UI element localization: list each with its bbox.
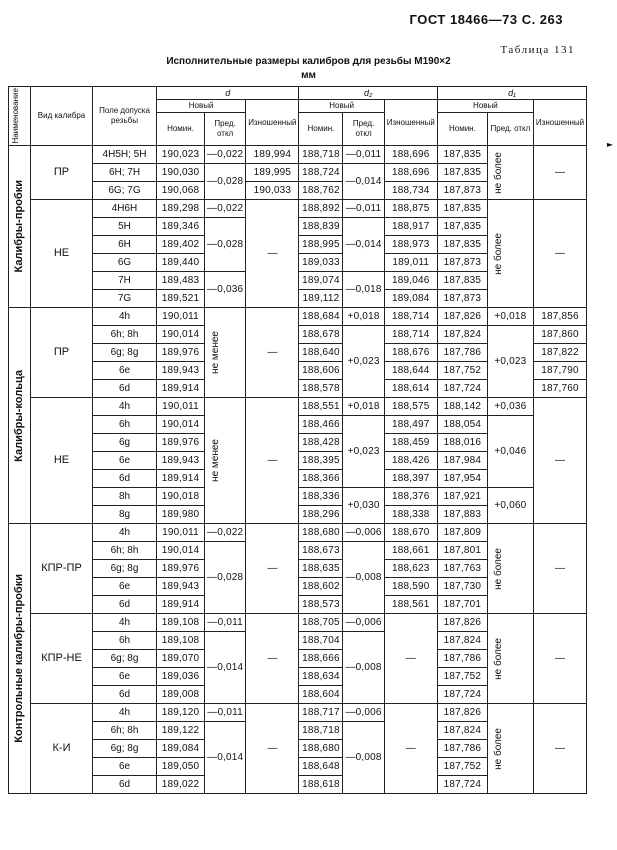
cell: 190,030 xyxy=(157,164,205,182)
cell: 188,606 xyxy=(299,362,343,380)
cell: —0,011 xyxy=(205,704,246,722)
group-label: Калибры-пробки xyxy=(9,146,31,308)
table-row xyxy=(9,704,587,722)
cell: 4h xyxy=(93,704,157,722)
cell: 190,011 xyxy=(157,308,205,326)
cell: 188,717 xyxy=(299,704,343,722)
cell: —0,014 xyxy=(205,722,246,794)
col-d1: d₁ xyxy=(437,87,586,100)
table-number: Таблица 131 xyxy=(500,44,575,56)
cell: 189,011 xyxy=(384,254,437,272)
cell: 6g; 8g xyxy=(93,560,157,578)
cell: — xyxy=(246,704,299,794)
col-vid: Вид калибра xyxy=(31,87,93,146)
cell: 188,714 xyxy=(384,326,437,344)
cell: 188,573 xyxy=(299,596,343,614)
cell: 4H6H xyxy=(93,200,157,218)
cell: 187,822 xyxy=(533,344,586,362)
cell: 190,011 xyxy=(157,524,205,542)
cell: 188,635 xyxy=(299,560,343,578)
cell: 6h; 8h xyxy=(93,542,157,560)
cell: 187,809 xyxy=(437,524,487,542)
cell: 6g; 8g xyxy=(93,740,157,758)
cell: 8h xyxy=(93,488,157,506)
cell: 189,346 xyxy=(157,218,205,236)
cell: 188,696 xyxy=(384,164,437,182)
cell: —0,008 xyxy=(343,722,384,794)
cell: 189,084 xyxy=(384,290,437,308)
group-label: Контрольные калибры-пробки xyxy=(9,524,31,794)
kind-label: ПР xyxy=(31,308,93,398)
cell: 187,752 xyxy=(437,758,487,776)
cell: 189,943 xyxy=(157,362,205,380)
cell: 189,914 xyxy=(157,470,205,488)
cell: +0,036 xyxy=(487,398,533,416)
cell: 6G xyxy=(93,254,157,272)
cell: 189,976 xyxy=(157,560,205,578)
cell: 188,676 xyxy=(384,344,437,362)
cell: 4H5H; 5H xyxy=(93,146,157,164)
cell: 187,730 xyxy=(437,578,487,596)
cell: — xyxy=(246,614,299,704)
col-d-pred: Пред. откл xyxy=(205,113,246,146)
cell: 189,995 xyxy=(246,164,299,182)
cell: 188,497 xyxy=(384,416,437,434)
cell: 6d xyxy=(93,596,157,614)
cell: 188,376 xyxy=(384,488,437,506)
cell: — xyxy=(533,146,586,200)
cell: 189,033 xyxy=(299,254,343,272)
table-row xyxy=(9,398,587,416)
cell: 190,018 xyxy=(157,488,205,506)
cell: 188,336 xyxy=(299,488,343,506)
cell: 188,614 xyxy=(384,380,437,398)
group-label: Калибры-кольца xyxy=(9,308,31,524)
cell: 188,466 xyxy=(299,416,343,434)
cell: — xyxy=(384,614,437,704)
cell: 189,440 xyxy=(157,254,205,272)
cell: 188,670 xyxy=(384,524,437,542)
cell: —0,022 xyxy=(205,524,246,542)
cell: 188,590 xyxy=(384,578,437,596)
cell: 187,724 xyxy=(437,776,487,794)
ne-bolee-label: не более xyxy=(487,524,533,614)
cell: 188,426 xyxy=(384,452,437,470)
cell: 188,428 xyxy=(299,434,343,452)
cell: 187,701 xyxy=(437,596,487,614)
cell: 189,976 xyxy=(157,344,205,362)
cell: +0,023 xyxy=(343,326,384,398)
cell: +0,018 xyxy=(343,308,384,326)
cell: —0,014 xyxy=(343,164,384,200)
cell: 187,856 xyxy=(533,308,586,326)
cell: 189,298 xyxy=(157,200,205,218)
cell: 4h xyxy=(93,308,157,326)
cell: 187,835 xyxy=(437,164,487,182)
col-d2-new: Новый xyxy=(299,100,384,113)
cell: 187,760 xyxy=(533,380,586,398)
ne-bolee-label: не более xyxy=(487,200,533,308)
cell: 188,397 xyxy=(384,470,437,488)
cell: 6e xyxy=(93,578,157,596)
cell: 187,835 xyxy=(437,218,487,236)
cell: 187,873 xyxy=(437,290,487,308)
cell: —0,036 xyxy=(205,272,246,308)
cell: —0,011 xyxy=(343,200,384,218)
cell: 189,074 xyxy=(299,272,343,290)
cell: 187,860 xyxy=(533,326,586,344)
cell: 187,824 xyxy=(437,632,487,650)
col-d-new: Новый xyxy=(157,100,246,113)
cell: 6g; 8g xyxy=(93,344,157,362)
table-row xyxy=(9,308,587,326)
col-d-nomin: Номин. xyxy=(157,113,205,146)
cell: —0,011 xyxy=(205,614,246,632)
cell: 188,578 xyxy=(299,380,343,398)
col-d2-worn: Изношенный xyxy=(384,100,437,146)
cell: 6g xyxy=(93,434,157,452)
cell: 189,036 xyxy=(157,668,205,686)
cell: —0,006 xyxy=(343,524,384,542)
cell: 188,575 xyxy=(384,398,437,416)
cell: 188,142 xyxy=(437,398,487,416)
cell: 189,994 xyxy=(246,146,299,164)
cell: 188,705 xyxy=(299,614,343,632)
cell: 6g; 8g xyxy=(93,650,157,668)
col-d2: d₂ xyxy=(299,87,437,100)
cell: 188,366 xyxy=(299,470,343,488)
table-row xyxy=(9,524,587,542)
cell: 189,108 xyxy=(157,614,205,632)
cell: 6e xyxy=(93,668,157,686)
cell: 6d xyxy=(93,380,157,398)
cell: 188,673 xyxy=(299,542,343,560)
col-d2-nomin: Номин. xyxy=(299,113,343,146)
cell: 187,790 xyxy=(533,362,586,380)
cell: 189,108 xyxy=(157,632,205,650)
cell: 187,824 xyxy=(437,326,487,344)
cell: 188,734 xyxy=(384,182,437,200)
col-d1-pred: Пред. откл xyxy=(487,113,533,146)
cell: —0,022 xyxy=(205,200,246,218)
table-row xyxy=(9,146,587,164)
cell: — xyxy=(533,524,586,614)
cell: 6h; 8h xyxy=(93,722,157,740)
cell: 188,995 xyxy=(299,236,343,254)
cell: 187,835 xyxy=(437,272,487,290)
cell: 7G xyxy=(93,290,157,308)
cell: 187,752 xyxy=(437,362,487,380)
cell: 189,402 xyxy=(157,236,205,254)
cell: 4h xyxy=(93,614,157,632)
cell: 187,883 xyxy=(437,506,487,524)
cell: — xyxy=(533,398,586,524)
cell: +0,060 xyxy=(487,488,533,524)
cell: —0,028 xyxy=(205,218,246,272)
cell: +0,046 xyxy=(487,416,533,488)
kind-label: КПР-ПР xyxy=(31,524,93,614)
cell: 187,724 xyxy=(437,686,487,704)
cell: 188,680 xyxy=(299,740,343,758)
cell: 6e xyxy=(93,758,157,776)
cell: 190,033 xyxy=(246,182,299,200)
cell: — xyxy=(246,398,299,524)
cell: — xyxy=(384,704,437,794)
table-row xyxy=(9,614,587,632)
cell: 6G; 7G xyxy=(93,182,157,200)
cell: 188,718 xyxy=(299,722,343,740)
cell: 187,826 xyxy=(437,614,487,632)
cell: 188,296 xyxy=(299,506,343,524)
cell: 187,826 xyxy=(437,704,487,722)
cell: 190,023 xyxy=(157,146,205,164)
cell: 190,068 xyxy=(157,182,205,200)
col-d-worn: Изношенный xyxy=(246,100,299,146)
cell: — xyxy=(533,200,586,308)
cell: 188,648 xyxy=(299,758,343,776)
ne-bolee-label: не более xyxy=(487,614,533,704)
cell: 187,835 xyxy=(437,236,487,254)
cell: 188,696 xyxy=(384,146,437,164)
kind-label: К-И xyxy=(31,704,93,794)
cell: 189,112 xyxy=(299,290,343,308)
cell: 187,786 xyxy=(437,344,487,362)
cell: 6h xyxy=(93,632,157,650)
cell: —0,011 xyxy=(343,146,384,164)
cell: 6e xyxy=(93,362,157,380)
col-d2-pred: Пред. откл xyxy=(343,113,384,146)
cell: 188,623 xyxy=(384,560,437,578)
ne-menee-label: не менее xyxy=(205,308,246,398)
cell: 187,724 xyxy=(437,380,487,398)
cell: —0,008 xyxy=(343,542,384,614)
cell: 187,984 xyxy=(437,452,487,470)
cell: 6H; 7H xyxy=(93,164,157,182)
kind-label: НЕ xyxy=(31,200,93,308)
cell: 188,917 xyxy=(384,218,437,236)
cell: 188,661 xyxy=(384,542,437,560)
cell: 6e xyxy=(93,452,157,470)
cell: —0,014 xyxy=(205,632,246,704)
cell: 187,921 xyxy=(437,488,487,506)
table-row xyxy=(9,200,587,218)
kind-label: ПР xyxy=(31,146,93,200)
cell: 188,640 xyxy=(299,344,343,362)
cell: 187,873 xyxy=(437,254,487,272)
cell: 189,122 xyxy=(157,722,205,740)
cell: —0,028 xyxy=(205,542,246,614)
cell: 189,046 xyxy=(384,272,437,290)
cell: 189,914 xyxy=(157,380,205,398)
cell: —0,008 xyxy=(343,632,384,704)
cell: 188,016 xyxy=(437,434,487,452)
cell: 189,008 xyxy=(157,686,205,704)
cell: 189,084 xyxy=(157,740,205,758)
cell: 188,054 xyxy=(437,416,487,434)
cell: 188,892 xyxy=(299,200,343,218)
col-pole: Поле допуска резьбы xyxy=(93,87,157,146)
cell: 189,120 xyxy=(157,704,205,722)
col-d: d xyxy=(157,87,299,100)
cell: 6h xyxy=(93,416,157,434)
kind-label: КПР-НЕ xyxy=(31,614,93,704)
cell: 188,724 xyxy=(299,164,343,182)
col-d1-nomin: Номин. xyxy=(437,113,487,146)
cell: 6h; 8h xyxy=(93,326,157,344)
cell: — xyxy=(246,200,299,308)
cell: 188,618 xyxy=(299,776,343,794)
cell: 189,521 xyxy=(157,290,205,308)
cell: 6d xyxy=(93,776,157,794)
cell: 187,835 xyxy=(437,146,487,164)
cell: 188,395 xyxy=(299,452,343,470)
cell: 6d xyxy=(93,686,157,704)
cell: 187,786 xyxy=(437,650,487,668)
cell: 190,014 xyxy=(157,542,205,560)
col-d1-new: Новый xyxy=(437,100,533,113)
cell: — xyxy=(533,704,586,794)
cell: 4h xyxy=(93,524,157,542)
cell: 188,604 xyxy=(299,686,343,704)
cell: 188,684 xyxy=(299,308,343,326)
page-header: ГОСТ 18466—73 С. 263 xyxy=(409,12,563,27)
cell: +0,030 xyxy=(343,488,384,524)
cell: +0,018 xyxy=(487,308,533,326)
cell: 5H xyxy=(93,218,157,236)
kind-label: НЕ xyxy=(31,398,93,524)
cell: 187,835 xyxy=(437,200,487,218)
cell: 189,050 xyxy=(157,758,205,776)
cell: 187,763 xyxy=(437,560,487,578)
cell: —0,014 xyxy=(343,218,384,272)
margin-marker-icon: ► xyxy=(606,140,613,149)
cell: — xyxy=(533,614,586,704)
cell: 188,678 xyxy=(299,326,343,344)
cell: 188,762 xyxy=(299,182,343,200)
cell: 6H xyxy=(93,236,157,254)
ne-bolee-label: не более xyxy=(487,146,533,200)
cell: 188,561 xyxy=(384,596,437,614)
table-units: мм xyxy=(301,70,316,81)
cell: 7H xyxy=(93,272,157,290)
cell: — xyxy=(246,524,299,614)
cell: +0,023 xyxy=(343,416,384,488)
cell: 187,752 xyxy=(437,668,487,686)
cell: 188,459 xyxy=(384,434,437,452)
cell: 187,786 xyxy=(437,740,487,758)
cell: 188,718 xyxy=(299,146,343,164)
cell: 188,666 xyxy=(299,650,343,668)
cell: 187,954 xyxy=(437,470,487,488)
cell: 189,976 xyxy=(157,434,205,452)
ne-bolee-label: не более xyxy=(487,704,533,794)
table-title: Исполнительные размеры калибров для резьбы M190×2 xyxy=(166,56,451,67)
cell: 188,704 xyxy=(299,632,343,650)
cell: 190,014 xyxy=(157,416,205,434)
cell: 188,338 xyxy=(384,506,437,524)
cell: +0,023 xyxy=(487,326,533,398)
cell: 189,980 xyxy=(157,506,205,524)
cell: 188,973 xyxy=(384,236,437,254)
cell: 188,839 xyxy=(299,218,343,236)
cell: 190,011 xyxy=(157,398,205,416)
cell: 4h xyxy=(93,398,157,416)
cell: —0,022 xyxy=(205,146,246,164)
cell: 189,070 xyxy=(157,650,205,668)
cell: —0,006 xyxy=(343,614,384,632)
cell: 188,714 xyxy=(384,308,437,326)
cell: — xyxy=(246,308,299,398)
cell: 188,680 xyxy=(299,524,343,542)
cell: 8g xyxy=(93,506,157,524)
cell: +0,018 xyxy=(343,398,384,416)
cell: 190,014 xyxy=(157,326,205,344)
col-naimenovanie: Наименование xyxy=(9,87,31,146)
cell: 189,943 xyxy=(157,452,205,470)
cell: 187,801 xyxy=(437,542,487,560)
cell: 188,551 xyxy=(299,398,343,416)
col-d1-worn: Изношенный xyxy=(533,100,586,146)
cell: 188,644 xyxy=(384,362,437,380)
cell: —0,018 xyxy=(343,272,384,308)
cell: 187,873 xyxy=(437,182,487,200)
cell: 188,875 xyxy=(384,200,437,218)
cell: 188,634 xyxy=(299,668,343,686)
ne-menee-label: не менее xyxy=(205,398,246,524)
cell: 187,824 xyxy=(437,722,487,740)
cell: —0,006 xyxy=(343,704,384,722)
gauge-table xyxy=(8,86,587,794)
cell: —0,028 xyxy=(205,164,246,200)
cell: 189,022 xyxy=(157,776,205,794)
cell: 189,914 xyxy=(157,596,205,614)
cell: 188,602 xyxy=(299,578,343,596)
cell: 187,826 xyxy=(437,308,487,326)
cell: 189,483 xyxy=(157,272,205,290)
cell: 189,943 xyxy=(157,578,205,596)
cell: 6d xyxy=(93,470,157,488)
